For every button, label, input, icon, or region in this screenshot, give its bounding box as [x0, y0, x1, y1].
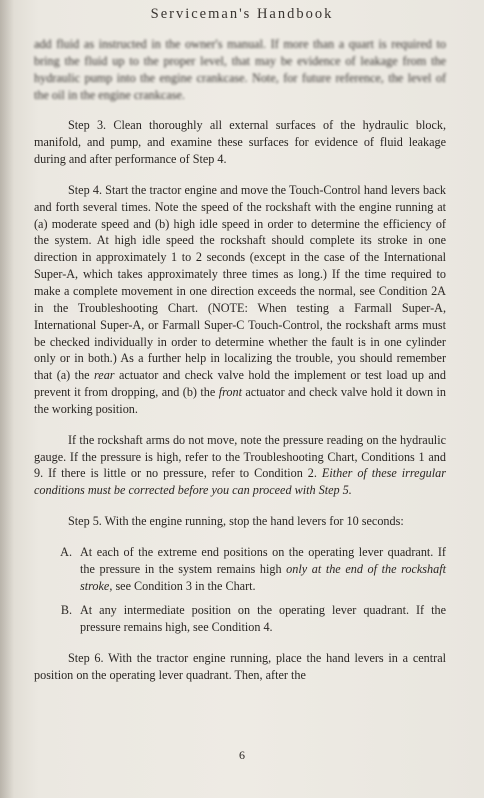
page-number: 6 — [239, 748, 245, 762]
list-item-text — [80, 544, 446, 595]
rockshaft-text: If the rockshaft arms do not move, note the pressure reading on the hydraulic gauge. If the pressure is high, refer to the Troubleshooting Chart, Conditions 1 and 9. If there is little or no pressure, refer to Condition 2. — [34, 432, 446, 481]
list-item-b-text: At any intermediate position on the operating lever quadrant. If the pressure remains high, see Condition 4. — [80, 603, 446, 635]
list-item — [34, 602, 446, 636]
list-item-label: B. — [60, 603, 72, 618]
step-4-mid: actuator and check valve hold the implement or test load up and prevent it from dropping, and (b) the — [34, 368, 446, 400]
paragraph-continued: add fluid as instructed in the owner's manual. If more than a quart is required to bring the fluid up to the proper level, that may be evidence of leakage from the hydraulic pump into the engine crankcase. Note, for future reference, the level of the oil in the engine crankcase. — [34, 37, 446, 102]
list-item-a-text: At each of the extreme end positions on the operating lever quadrant. If the pressure in the system remains high — [80, 544, 446, 576]
step-4-text: Step 4. Start the tractor engine and move the Touch-Control hand levers back and forth several times. Note the speed of the rockshaft with the engine running at (a) moderate speed and (b) high idle speed in order to determine the efficiency of the system. At high idle speed the rockshaft should complete its stroke in one direction in approximately 1 to 2 seconds (except in the case of the International Super-A, which takes approximately three times as long.) If the time required to make a complete movement in one direction exceeds the normal, see Condition 2A in the Troubleshooting Chart. (NOTE: When testing a Farmall Super-A, International Super-A, or Farmall Super-C Touch-Control, the rockshaft arms must be checked individually in order to determine whether the fault is in one cylinder only or in both.) As a further help in localizing the trouble, you should remember that (a) the — [34, 182, 446, 383]
list-item-label: A. — [60, 544, 72, 559]
paragraph-rockshaft — [34, 432, 446, 499]
step-4-end: actuator and check valve hold it down in the working position. — [34, 385, 446, 416]
paragraph-step-4 — [34, 182, 446, 418]
list-item — [34, 544, 446, 595]
front-italic: front — [218, 385, 242, 400]
list-item-a-tail: see Condition 3 in the Chart. — [112, 578, 256, 593]
paragraph-step-6: Step 6. With the tractor engine running, place the hand levers in a central position on the operating lever quadrant. Then, after the — [34, 651, 446, 682]
binding-shadow — [0, 0, 14, 798]
rockshaft-italic: Either of these irregular conditions must be corrected before you can proceed with Step 5. — [34, 466, 446, 498]
running-header: Serviceman's Handbook — [150, 6, 334, 22]
rear-italic: rear — [94, 368, 115, 383]
paragraph-step-5: Step 5. With the engine running, stop the hand levers for 10 seconds: — [68, 514, 404, 529]
list-item-a-italic: only at the end of the rockshaft stroke, — [80, 561, 446, 593]
list-item-text — [80, 602, 446, 636]
paragraph-step-3: Step 3. Clean thoroughly all external surfaces of the hydraulic block, manifold, and pump, and examine these surfaces for evidence of fluid leakage during and after performance of Step 4. — [34, 118, 446, 167]
page-body — [34, 36, 446, 698]
step-5-list — [34, 544, 446, 636]
